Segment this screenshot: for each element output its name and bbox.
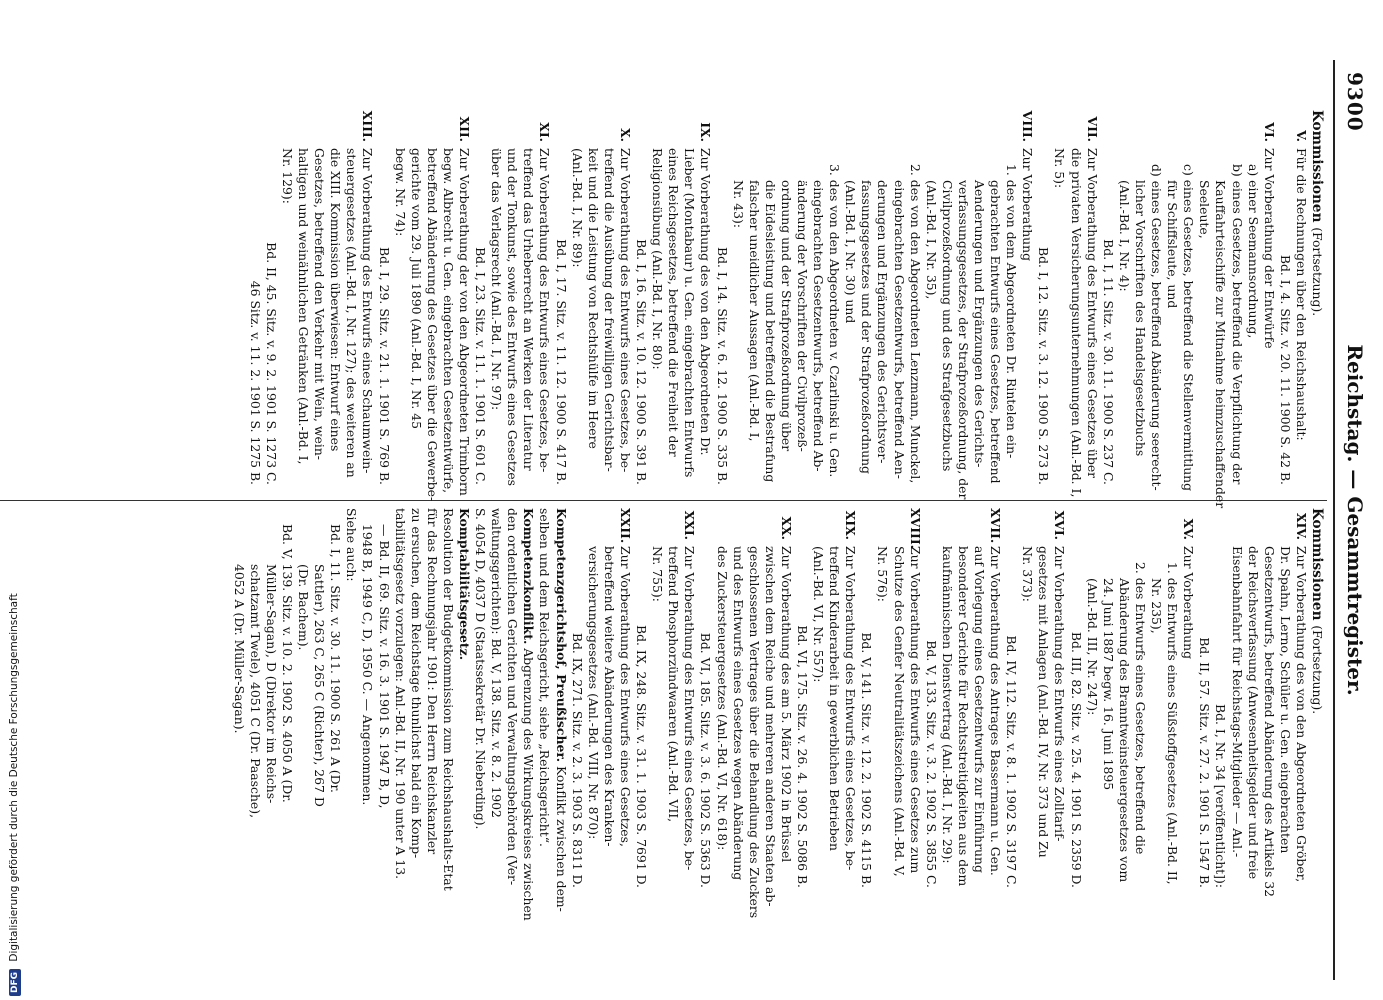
entry-komptabilitaetsgesetz [231,508,472,898]
entry-line: Bd. I, 11. Sitz. v. 30. 11. 1900 S. 261 A (Dr. [328,524,344,793]
entry-number: XXII. [617,508,633,544]
entry-line: waltungsgerichten): Bd. V, 138. Sitz. v. 8. 2. 1902 [489,508,505,818]
entry-line: eines Reichsgesetzes, betreffend die Freiheit der [666,148,682,457]
entry-number: XIX. [843,510,859,540]
entry-line: Aenderungen und Ergänzungen des Gerichts- [972,180,988,468]
entry-term: Komptabilitätsgesetz. [457,508,473,661]
entry-line: Bd. V, 141. Sitz. v. 12. 2. 1902 S. 4115 B. [859,632,875,888]
entry-line: Nr. 5): [1052,148,1068,189]
entry-line: 1. des Entwurfs eines Süßstoffgesetzes (Anl.-Bd. II, [1165,562,1181,885]
entry-line: änderung der Vorschriften der Civilprozeß- [795,180,810,452]
entry-line: Civilprozeßordnung und des Strafgesetzbuchs [939,180,955,472]
entry-line: Zur Vorberathung des am 5. März 1902 in Brüssel [778,546,794,863]
entry-line: 46 Sitz. v. 11. 2. 1901 S. 1275 B. [247,280,263,485]
entry-line: Müller-Sagan), D (Direktor im Reichs- [263,564,279,804]
entry-line: begw. Albrecht u. Gen. eingebrachten Gesetzentwürfe, [440,148,456,494]
entry-line: Nr. 576): [875,546,891,602]
entry-line: treffend die Ausübung der freiwilligen Gerichtsbar- [601,148,617,472]
entry-line: 4052 A (Dr. Müller-Sagan). [231,564,247,734]
entry-line: die privaten Versicherungsunternehmungen (Anl.-Bd. I, [1068,148,1084,498]
register-entry [794,508,858,898]
entry-line: Nr. 129): [280,148,295,204]
entry-line: schatzamt Twele), 4051 C (Dr. Paasche), [247,564,263,819]
entry-line: verfassungsgesetzes, der Strafprozeßordnung, der [955,180,971,500]
entry-line: 1948 B, 1949 C, D, 1950 C. — Angenommen. [360,524,376,806]
register-entry [713,110,1036,500]
entry-line: tabilitätsgesetz vorzulegen: Anl.-Bd. II, Nr. 190 unter A 13. [392,508,408,880]
entry-line: Bd. I, 29. Sitz. v. 21. 1. 1901 S. 769 B. [376,246,392,485]
entry-line: 2. des Entwurfs eines Gesetzes, betreffend die [1132,562,1148,855]
entry-line: Nr. 755): [650,546,666,602]
entry-line: Für die Rechnungen über den Reichshaushalt: [1293,148,1309,441]
left-column [247,110,1325,509]
entry-line: betreffend Abänderung des Gesetzes über die Gewerbe- [424,148,440,502]
entry-number: XXI. [682,510,698,540]
entry-line: kaufmännischen Dienstvertrag (Anl.-Bd. I, Nr. 29): [939,546,955,864]
entry-line: selben und dem Reichsgericht, siehe „Reichsgericht“. [537,508,553,848]
entry-line: Zur Vorberathung des Entwurfs eines Gesetzes, be- [682,546,698,871]
entry-number: XVII. [988,508,1004,544]
entry-line: Bd. I, 17. Sitz. v. 11. 12. 1900 S. 417 B. [553,239,569,485]
entry-line: Bd. I, 23. Sitz. v. 11. 1. 1901 S. 601 C. [473,247,489,485]
entry-line: Kauffahrteischiffe zur Mitnahme heimzuschaffender [1213,180,1229,509]
entry-line: Abänderung des Branntweinsteuergesetzes vom [1116,578,1132,883]
entry-line: 3. des von den Abgeordneten v. Czarlinski u. Gen. [827,164,843,478]
page-header [1335,60,1375,980]
dfg-funding-note [8,0,28,996]
entry-line: — Bd. II, 69. Sitz. v. 16. 3. 1901 S. 1947 B, D, [376,524,392,809]
entry-line: Sattler), 263 C, 265 C (Richter), 267 D [312,564,328,807]
entry-line: Nr. 373): [1020,546,1036,602]
column-divider [0,500,1327,501]
register-entry [1035,110,1100,498]
left-column-heading [1309,110,1325,495]
entry-number: IX. [698,122,714,142]
entry-number: VII. [1084,116,1100,142]
entry-line: Bd. II, 57. Sitz. v. 27. 2. 1901 S. 1547 B. [1197,637,1213,888]
right-column-heading [1309,508,1325,898]
entry-line: haltigen und weinähnlichen Getränken (Anl.-Bd. I, [296,148,312,465]
entry-line: eingebrachten Gesetzentwurfs, betreffend Ab- [811,180,827,472]
entry-line: über das Verlagsrecht (Anl.-Bd. I, Nr. 97): [489,148,505,411]
entry-line: Zur Vorberathung des von den Abgeordneten Dr. [698,148,714,456]
entry-line: Zur Vorberathung des Entwurfs eines Zolltarif- [1052,546,1068,842]
entry-line: falscher uneidlicher Aussagen (Anl.-Bd. I, [746,180,762,442]
entry-number: XI. [537,122,553,142]
entry-line: Zur Vorberathung des Entwurfs eines Gesetzes, be- [843,546,859,871]
register-entry [1277,110,1309,495]
entry-line: Nr. 43): [730,180,746,229]
entry-line: Bd. IX, 248. Sitz. v. 31. 1. 1903 S. 7691 D. [634,625,650,888]
register-entry [569,508,633,898]
entry-number: XIII. [360,110,376,142]
entry-line: Zur Vorberathung des Entwurfs eines Schaumwein- [360,148,376,474]
entry-line: Bd. V, 133. Sitz. v. 3. 2. 1902 S. 3855 C. [923,640,939,888]
page-number: 9300 [1343,72,1367,132]
entry-line: und der Tonkunst, sowie des Entwurfs eines Gesetzes [505,148,521,487]
register-entry [633,110,713,495]
entry-line: besonderer Gerichte für Rechtsstreitigkeiten aus dem [955,546,971,887]
entry-line: (Anl.-Bd. I, Nr. 30) und [843,180,859,324]
entry-line: Zur Vorberathung [1020,148,1036,262]
entry-line: auf Vorlegung eines Gesetzentwurfs zur Einführung [972,546,988,873]
entry-line: betreffend weitere Abänderungen des Kranken- [601,546,617,847]
entry-line: Zur Vorberathung der Entwürfe [1261,148,1277,349]
entry-line: Nr. 235), [1149,578,1165,634]
page-title: Reichstag. — Gesammtregister. [1343,344,1367,696]
entry-line: licher Vorschriften des Handelsgesetzbuchs [1132,180,1148,457]
entry-line: S. 4054 D, 4037 D (Staatssekretär Dr. Nieberding). [473,508,489,830]
entry-line: Zur Vorberathung des Entwurfs eines Gesetzes, [617,546,633,847]
entry-line: zu ersuchen, dem Reichstage thunlichst bald ein Komp- [408,508,424,859]
heading-continuation: (Fortsetzung). [1310,227,1325,317]
entry-line: (Anl.-Bd. I, Nr. 35), [923,180,939,300]
entry-line: gebrachten Entwurfs eines Gesetzes, betreffend [988,180,1004,484]
entry-line: Dr. Spahn, Lerno, Schüler u. Gen. eingebrachten [1277,546,1293,854]
entry-number: XIV. [1293,512,1309,540]
register-entry [1100,110,1277,509]
entry-line: Zur Vorberathung des Entwurfs eines Gesetzes, be- [537,148,553,473]
entry-line: steuergesetzes (Anl.-Bd. I, Nr. 127); des weiteren an [344,148,360,478]
entry-line: Lieber (Montabaur) u. Gen. eingebrachten Entwurfs [682,148,698,478]
entry-line: begw. Nr. 74): [392,148,408,237]
entry-line: gerichte vom 29. Juli 1890 (Anl.-Bd. I, Nr. 45 [408,148,424,429]
entry-line: (Dr. Bachem). [296,564,312,651]
entry-line: 2. des von den Abgeordneten Lenzmann, Munckel, [907,164,923,484]
entry-line: den ordentlichen Gerichten und Verwaltungsbehörden (Ver- [505,508,521,886]
entry-line: Bd. I, 4. Sitz. v. 20. 11. 1900 S. 42 B. [1277,254,1293,485]
heading-term: Kommissionen [1309,508,1325,621]
entry-line: (Anl.-Bd. III, Nr. 247): [1084,578,1100,716]
entry-line: Gesetzentwurfs, betreffend Abänderung des Artikels 32 [1261,546,1277,898]
register-entry [1003,508,1067,898]
entry-line: und des Entwurfs eines Gesetzes wegen Abänderung [730,546,746,881]
register-entry [633,508,697,898]
header-rule [1333,60,1335,980]
entry-line: die Eidesleistung und betreffend die Bestrafung [762,180,778,483]
entry-line: Konflikt zwischen dem- [553,766,569,912]
entry-number: XVIII. [907,508,923,549]
entry-line: Seeleute, [1197,180,1213,239]
entry-line: gesetzes mit Anlagen (Anl.-Bd. IV, Nr. 373 und Zu [1036,546,1052,858]
entry-number: XVI. [1052,510,1068,540]
entry-line: (Anl.-Bd. I, Nr. 4): [1116,180,1132,292]
entry-line: (Anl.-Bd. VI, Nr. 557): [811,546,827,683]
entry-line: Religionsübung (Anl.-Bd. I, Nr. 80): [650,148,666,370]
entry-line: der Reichsverfassung (Anwesenheitsgelder und freie [1245,546,1261,880]
register-entry [247,110,376,495]
entry-line: für das Rechnungsjahr 1901: Den Herrn Reichskanzler [424,508,440,855]
entry-kompetenzgerichtshof [536,508,569,912]
entry-line: (Anl.-Bd. I, Nr. 89): [569,148,585,268]
entry-line: a) einer Seemannsordnung, [1245,164,1261,339]
entry-kompetenzkonflikt [472,508,537,921]
entry-term: Kompetenzkonflikt. [521,508,537,645]
heading-term: Kommissionen [1309,110,1325,223]
entry-line: Resolution der Budgetkommission zum Reichshaushalts-Etat [440,508,456,891]
left-entries [247,110,1309,509]
entry-line: Zur Vorberathung des von den Abgeordneten Gröber, [1293,546,1309,883]
dfg-logo: DFG [9,969,21,996]
entry-number: X. [617,128,633,142]
entry-term: Kompetenzgerichtshof, Preußischer. [553,508,569,763]
entry-line: Bd. I, 16. Sitz. v. 10. 12. 1900 S. 391 B. [634,239,650,485]
entry-line: Bd. III, 82. Sitz. v. 25. 4. 1901 S. 2359 D. [1068,631,1084,888]
entry-line: zwischen dem Reiche und mehreren anderen Staaten ab- [762,546,778,907]
entry-line: ordnung und der Strafprozeßordnung über [778,180,794,452]
register-entry [553,110,633,495]
entry-line: d) eines Gesetzes, betreffend Abänderung seerecht- [1149,164,1165,491]
entry-line: 1. des von dem Abgeordneten Dr. Rintelen ein- [1004,164,1020,459]
register-entry [1068,508,1197,898]
entry-line: Gesetzes, betreffend den Verkehr mit Wein, wein- [312,148,328,460]
entry-line: Abgrenzung des Wirkungskreises zwischen [521,648,537,921]
entry-line: Bd. V, 139. Sitz. v. 10. 2. 1902 S. 4050 A (Dr. [280,524,295,803]
register-entry [697,508,794,919]
register-entry [923,508,1003,898]
entry-line: Bd. I, 14. Sitz. v. 6. 12. 1900 S. 335 B. [714,246,730,485]
entry-line: Zur Vorberathung des Antrages Bassermann u. Gen. [988,546,1004,876]
entry-line: die XIII. Kommission überwiesen: Entwurf eines [328,148,344,452]
entry-number: V. [1293,130,1309,142]
entry-line: versicherungsgesetzes (Anl.-Bd. VIII, Nr. 870): [585,546,601,840]
funding-text: Digitalisierung gefördert durch die Deutsche Forschungsgemeinschaft [8,593,20,962]
register-entry [472,110,552,495]
entry-number: VIII. [1020,110,1036,142]
entry-line: fassungsgesetzes und der Strafprozeßordnung [859,180,875,474]
entry-number: VI. [1261,122,1277,142]
entry-number: XV. [1181,518,1197,540]
entry-line: 24. Juni 1887 begw. 16. Juni 1895 [1100,578,1116,791]
entry-line: des Zuckersteuergesetzes (Anl.-Bd. VI, Nr. 618): [714,546,730,851]
entry-line: für Schiffsleute, und [1165,180,1181,309]
entry-line: Eisenbahnfahrt für Reichstags-Mitglieder — Anl.- [1229,546,1245,858]
register-entry [858,508,922,898]
register-entry [1196,508,1309,898]
right-entries [569,508,1309,919]
entry-line: Siehe auch: [344,508,360,582]
heading-continuation: (Fortsetzung). [1310,625,1325,715]
entry-number: XII. [457,116,473,142]
register-entry [375,110,473,502]
entry-line: Zur Vorberathung der von den Abgeordneten Trimborn [457,148,473,496]
entry-line: Bd. I, Nr. 34 [veröffentlicht]): [1213,704,1229,888]
entry-number: XX. [778,516,794,540]
entry-line: Zur Vorberathung des Entwurfs eines Gesetzes über [1084,148,1100,479]
entry-line: Bd. II, 45. Sitz. v. 9. 2. 1901 S. 1273 C. [263,242,279,485]
entry-line: Zur Vorberathung des Entwurfs eines Gesetzes zum [907,546,923,874]
entry-line: treffend das Urheberrecht an Werken der Literatur [521,148,537,471]
entry-line: treffend Kinderarbeit in gewerblichen Betrieben [827,546,843,851]
entry-line: Zur Vorberathung des Entwurfs eines Gesetzes, be- [617,148,633,473]
entry-line: eingebrachten Gesetzentwurfs, betreffend Aen- [891,180,907,479]
entry-line: Bd. IV, 112. Sitz. v. 8. 1. 1902 S. 3197 C. [1004,635,1020,888]
entry-line: b) eines Gesetzes, betreffend die Verpflichtung der [1229,164,1245,485]
entry-line: Schutze des Genfer Neutralitätszeichens (Anl.-Bd. V, [891,546,907,877]
entry-line: Bd. I, 12. Sitz. v. 3. 12. 1900 S. 273 B. [1036,246,1052,485]
entry-line: Bd. IX, 271. Sitz. v. 2. 3. 1903 S. 8311 D. [569,632,585,888]
entry-line: Bd. I, 11. Sitz. v. 30. 11. 1900 S. 237 C. [1100,239,1116,485]
entry-line: keit und die Leistung von Rechtshülfe im Heere [585,148,601,449]
right-column [231,508,1325,921]
entry-line: derungen und Ergänzungen des Gerichtsver- [875,180,891,464]
entry-line: Bd. VI, 185. Sitz. v. 3. 6. 1902 S. 5363 D. [698,632,714,888]
entry-line: c) eines Gesetzes, betreffend die Stellenvermittlung [1181,164,1197,492]
entry-line: Zur Vorberathung [1181,546,1197,660]
entry-line: treffend Phosphorzündwaaren (Anl.-Bd. VII, [666,546,682,823]
entry-line: Bd. VI, 175. Sitz. v. 26. 4. 1902 S. 5086 B. [795,625,810,888]
entry-line: geschlossenen Vertrages über die Behandlung des Zuckers [746,546,762,919]
